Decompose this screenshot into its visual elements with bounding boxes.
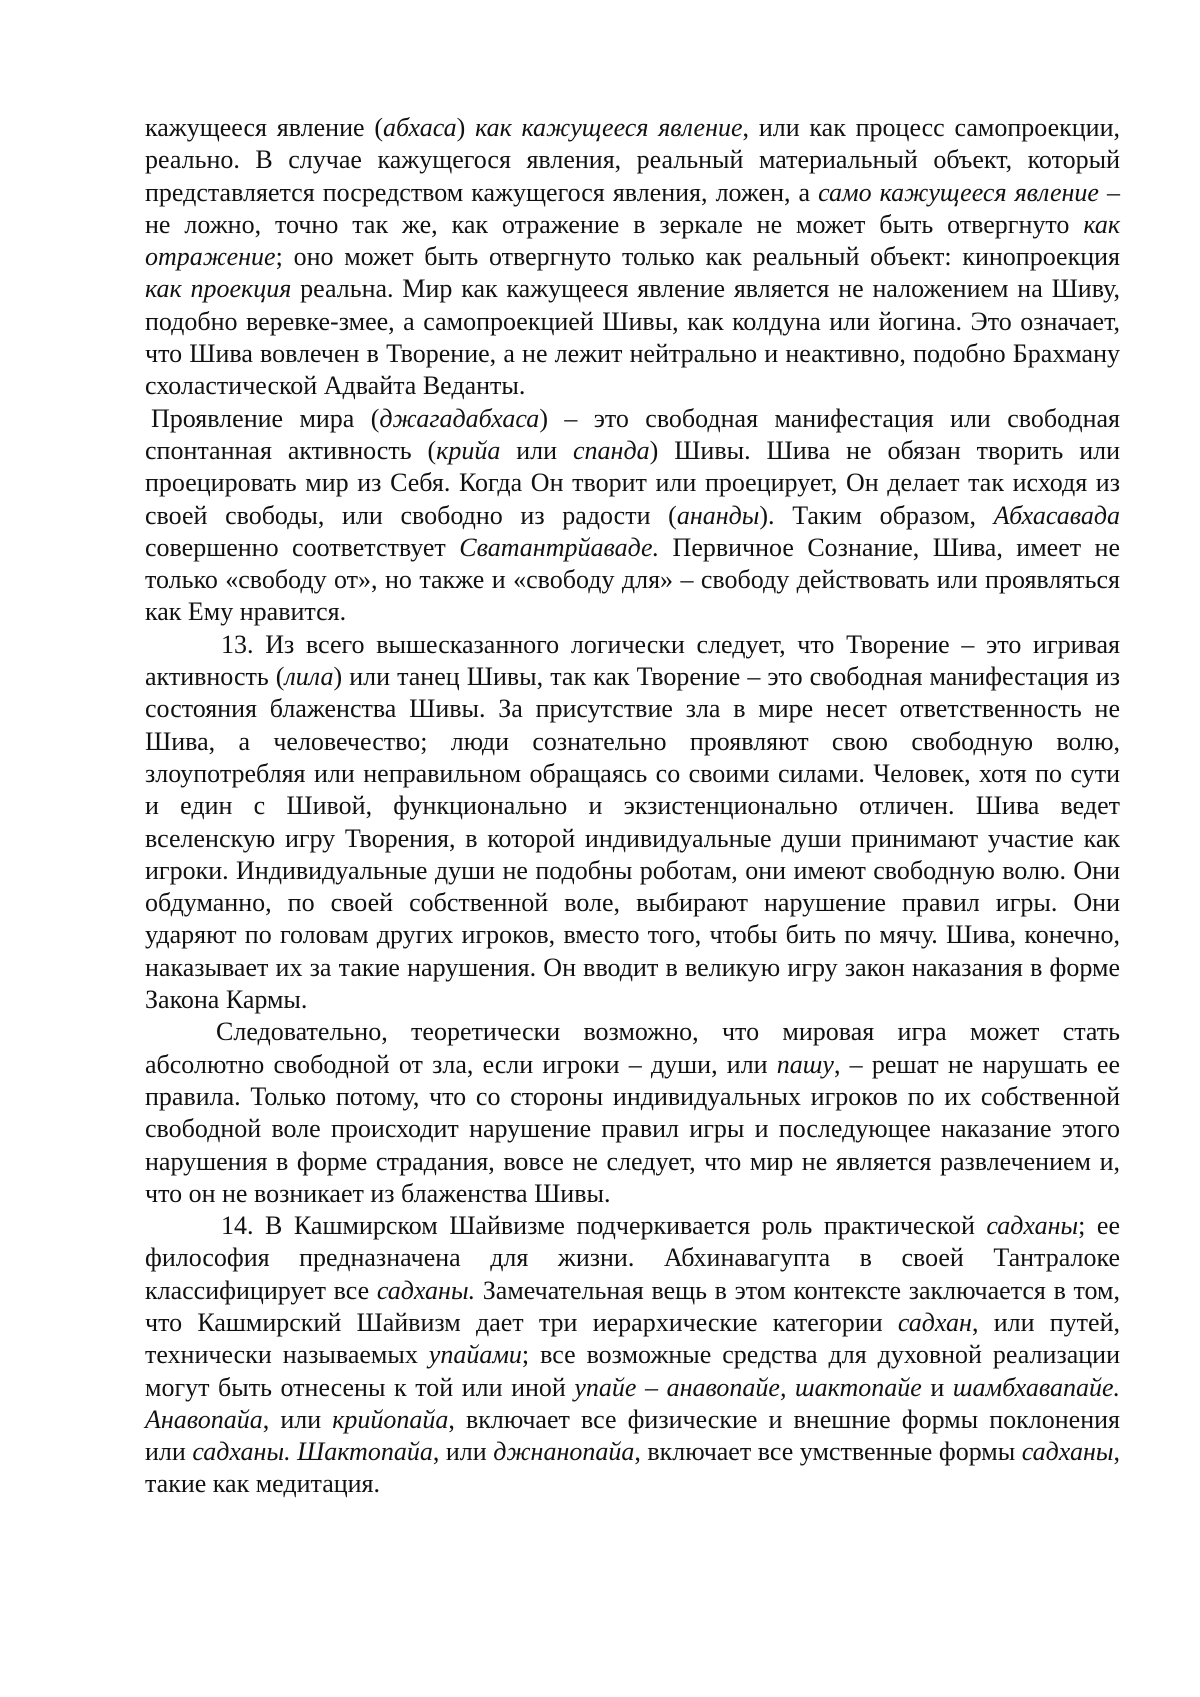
text-run: совершенно соответствует [145, 532, 460, 562]
text-run: – не ложно, точно так же, как отражение в зеркале не может быть отвергнуто [145, 177, 1120, 239]
italic-term: шамбхавапайе. Анавопайа [145, 1372, 1120, 1434]
text-run: , или [432, 1437, 494, 1467]
italic-term: садхан [897, 1307, 972, 1337]
text-run: 14. В Кашмирском Шайвизме подчеркивается роль практической [221, 1211, 987, 1241]
text-run: , включает все умственные формы [634, 1437, 1022, 1467]
text-run: , включает все физические и внешние формы поклонения или [145, 1404, 1120, 1467]
text-run: Замечательная вещь в этом контексте заключается в том, что Кашмирский Шайвизм дает три иерархические категории [145, 1275, 1121, 1337]
paragraph-world-manifestation [145, 403, 1120, 629]
italic-term: как отражение [145, 209, 1120, 272]
italic-term: упайе – анавопайе, шактопайе [574, 1372, 922, 1402]
italic-term: крийа [436, 435, 501, 465]
italic-term: садханы [986, 1211, 1079, 1241]
italic-term: спанда [573, 435, 650, 465]
text-run: или [500, 435, 574, 465]
text-run: кажущееся явление ( [145, 113, 383, 142]
italic-term: лила [284, 662, 334, 692]
text-run: , или путей, технически называемых [145, 1307, 1120, 1370]
text-run: , такие как медитация. [145, 1437, 1120, 1499]
text-run: ) или танец Шивы, так как Творение – это свободная манифестация из состояния блаженства Шивы. За присутствие зла в мире несет ответственность не Шива, а человечество; люди сознательно проявляют свою свободную волю, злоупотребляя или неправильном обращаясь со своими силами. Человек, хотя по сути и един с Шивой, функционально и экзистенционально отличен. Шива ведет вселенскую игру Творения, в которой индивидуальные души принимают участие как игроки. Индивидуальные души не подобны роботам, они имеют свободную волю. Они обдуманно, по своей собственной воле, выбирают нарушение правил игры. Они ударяют по головам других игроков, вместо того, чтобы бить по мячу. Шива, конечно, наказывает их за такие нарушения. Он вводит в великую игру закон наказания в форме Закона Кармы. [145, 662, 1120, 1015]
text-run: реальна. Мир как кажущееся явление является не наложением на Шиву, подобно веревке-змее, а самопроекцией Шивы, как колдуна или йогина. Это означает, что Шива вовлечен в Творение, а не лежит нейтрально и неактивно, подобно Брахману схоластической Адвайта Веданты. [145, 274, 1120, 401]
document-body [145, 112, 1120, 1501]
italic-term: джагадабхаса [379, 403, 540, 433]
italic-term: садханы [1021, 1437, 1114, 1467]
italic-term: Сватантрйаваде. [459, 532, 660, 562]
italic-term: абхаса [383, 113, 457, 142]
italic-term: Абхасавада [993, 500, 1120, 530]
text-run: Первичное Сознание, Шива, имеет не только «свободу от», но также и «свободу для» – свободу действовать или проявляться как Ему нравится. [145, 532, 1120, 627]
text-run: ; ее философия предназначена для жизни. Абхинавагупта в своей Тантралоке классифицирует все [145, 1211, 1120, 1305]
text-run: ) Шивы. Шива не обязан творить или проецировать мир из Себя. Когда Он творит или проецирует, Он делает так исходя из своей свободы, или свободно из радости ( [145, 435, 1121, 530]
italic-term: как проекция [145, 274, 292, 304]
paragraph-consequently [145, 1016, 1120, 1210]
text-run: Следовательно, теоретически возможно, что мировая игра может стать абсолютно свободной от зла, если игроки – души, или [145, 1017, 1120, 1079]
text-run: 13. Из всего вышесказанного логически следует, что Творение – это игривая активность ( [145, 629, 1120, 692]
text-run: , или [262, 1404, 333, 1434]
paragraph-continuation [145, 112, 1120, 403]
italic-term: как кажущееся явление [475, 113, 743, 142]
text-run: Проявление мира ( [151, 403, 380, 433]
italic-term: само кажущееся явление [818, 177, 1099, 207]
text-run: ) [456, 113, 476, 142]
paragraph-14 [145, 1210, 1120, 1501]
text-run: ; оно может быть отвергнуто только как реальный объект: кинопроекция [275, 242, 1120, 272]
text-run: ) – это свободная манифестация или свободная спонтанная активность ( [145, 403, 1120, 465]
italic-term: крийопайа [332, 1404, 449, 1434]
italic-term: пашу [776, 1049, 834, 1079]
italic-term: садханы. Шактопайа [192, 1437, 433, 1467]
text-run: и [921, 1372, 953, 1402]
italic-term: упайами [428, 1340, 522, 1370]
italic-term: джнанопайа [493, 1437, 635, 1467]
italic-term: садханы. [376, 1275, 476, 1305]
text-run: , – решат не нарушать ее правила. Только потому, что со стороны индивидуальных игроков по их собственной свободной воле происходит нарушение правил игры и последующее наказание этого нарушения в форме страдания, вовсе не следует, что мир не является развлечением и, что он не возникает из блаженства Шивы. [145, 1049, 1121, 1208]
text-run: ; все возможные средства для духовной реализации могут быть отнесены к той или иной [145, 1340, 1120, 1402]
italic-term: ананды [676, 500, 760, 530]
text-run: ). Таким образом, [759, 500, 994, 530]
paragraph-13 [145, 629, 1120, 1017]
text-run: , или как процесс самопроекции, реально. В случае кажущегося явления, реальный материальный объект, который представляется посредством кажущегося явления, ложен, а [145, 113, 1120, 207]
